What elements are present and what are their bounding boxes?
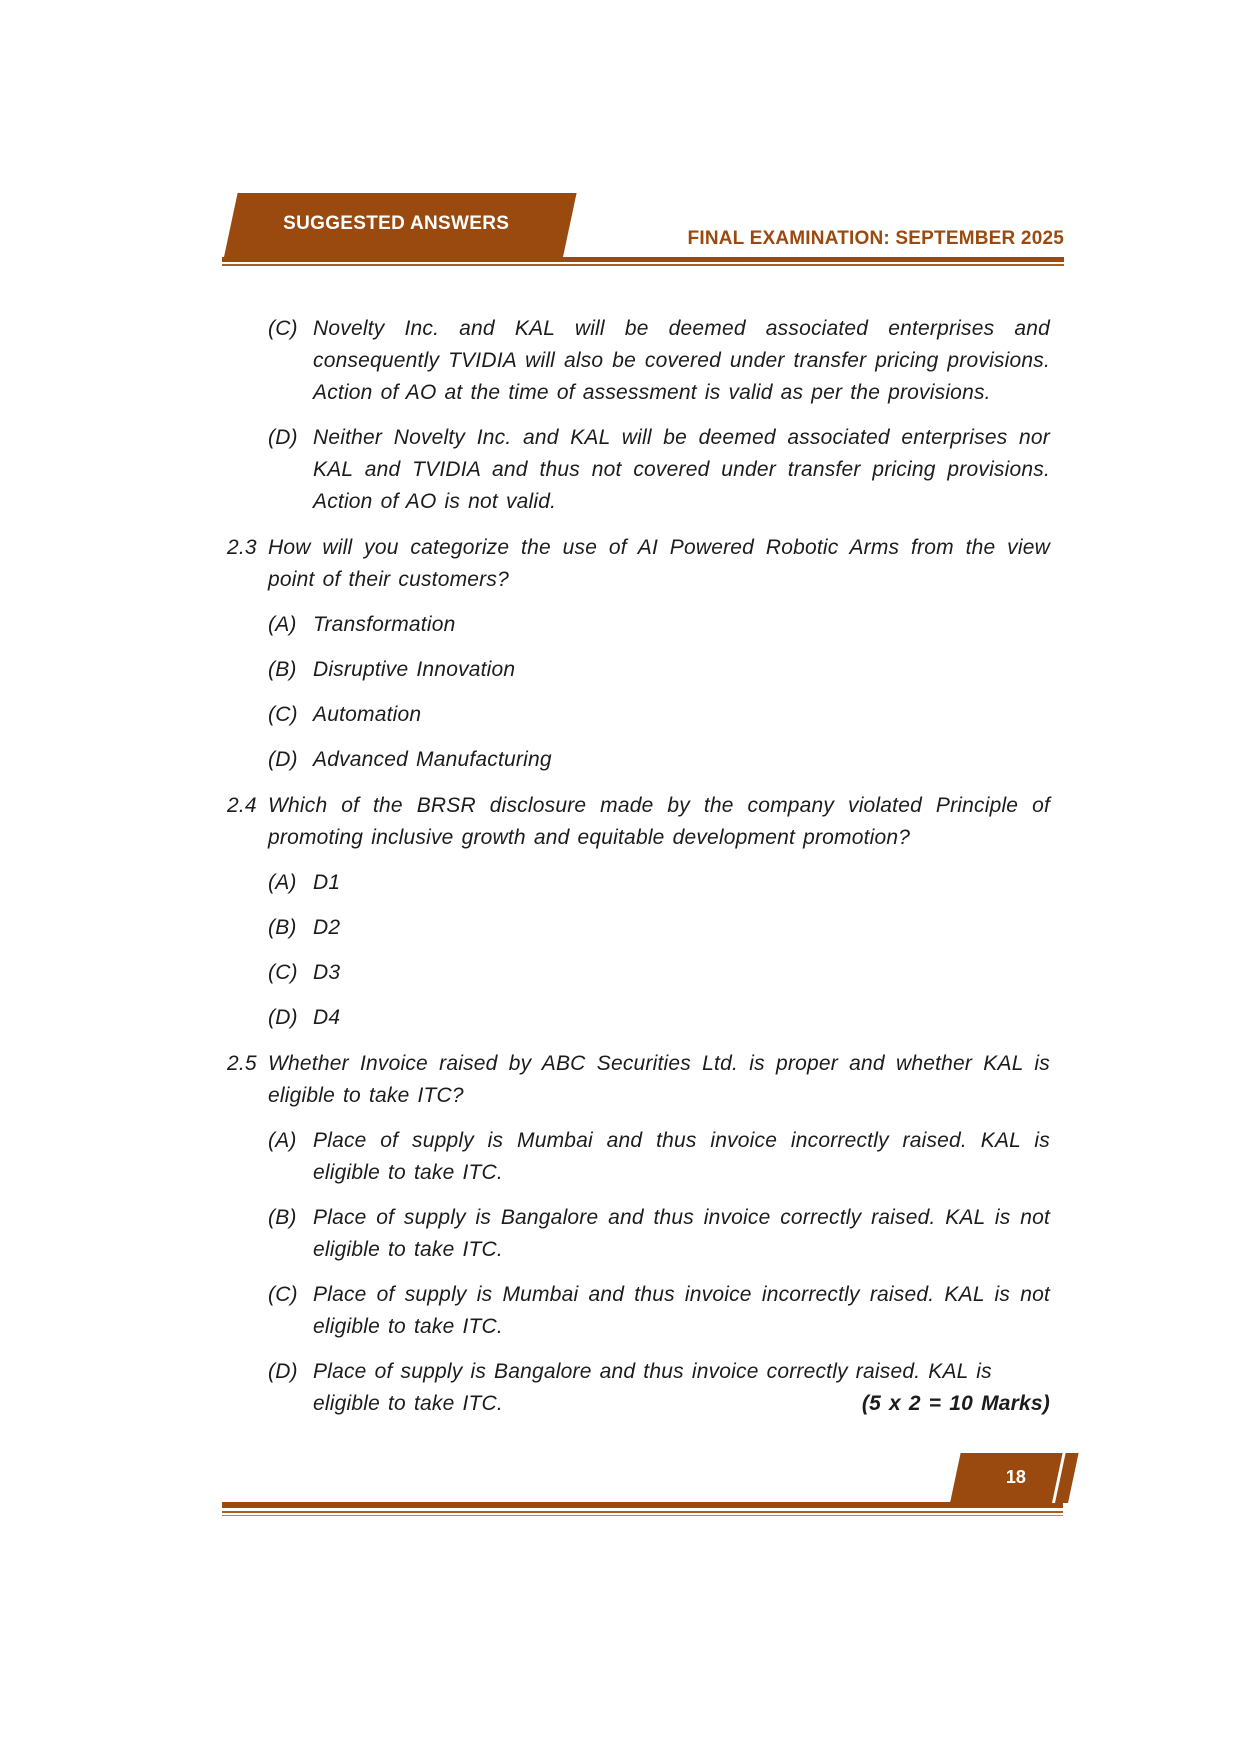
option-letter: (D): [268, 748, 298, 771]
option-letter: (D): [268, 1360, 298, 1383]
option-text: Advanced Manufacturing: [313, 748, 552, 771]
option-letter: (A): [268, 1129, 297, 1152]
option-row: [268, 609, 1050, 641]
option-letter: (B): [268, 658, 297, 681]
page-number: 18: [1005, 1467, 1026, 1487]
option-letter: (C): [268, 1283, 298, 1306]
footer-rule-thick: [222, 1502, 1063, 1508]
option-letter: (A): [268, 613, 297, 636]
marks-note: (5 x 2 = 10 Marks): [861, 1392, 1050, 1415]
option-letter: (D): [268, 1006, 298, 1029]
option-row: [268, 1125, 1050, 1189]
option-text: D1: [313, 871, 341, 894]
option-row: [268, 912, 1050, 944]
option-row: [268, 422, 1050, 518]
question-row: [227, 532, 1050, 596]
option-letter: (B): [268, 916, 297, 939]
header-rule-thin: [222, 264, 1064, 266]
option-row: [268, 1002, 1050, 1034]
question-number: 2.5: [227, 1052, 257, 1075]
question-text: Whether Invoice raised by ABC Securities Ltd. is proper and whether KAL is eligible to take ITC?: [268, 1052, 1050, 1107]
option-letter: (C): [268, 703, 298, 726]
option-text: Place of supply is Mumbai and thus invoice incorrectly raised. KAL is eligible to take ITC.: [313, 1129, 1050, 1184]
banner-title: SUGGESTED ANSWERS: [283, 213, 510, 234]
option-text: D4: [313, 1006, 341, 1029]
question-text: How will you categorize the use of AI Powered Robotic Arms from the view point of their customers?: [268, 536, 1050, 591]
question-number: 2.4: [227, 794, 257, 817]
option-text: D2: [313, 916, 341, 939]
option-text: [313, 1356, 1050, 1420]
question-row: [227, 790, 1050, 854]
option-letter: (C): [268, 961, 298, 984]
question-text: Which of the BRSR disclosure made by the company violated Principle of promoting inclusive growth and equitable development promotion?: [268, 794, 1050, 849]
option-row: [268, 1356, 1050, 1420]
question-content: [227, 300, 1050, 1420]
option-row: [268, 1279, 1050, 1343]
option-text: D3: [313, 961, 341, 984]
option-row: [268, 699, 1050, 731]
option-row: [268, 867, 1050, 899]
option-letter: (A): [268, 871, 297, 894]
header-rule-thick: [222, 257, 1064, 262]
footer-rule-thin: [222, 1511, 1063, 1513]
question-number: 2.3: [227, 536, 257, 559]
option-text: Transformation: [313, 613, 456, 636]
option-text: Neither Novelty Inc. and KAL will be deemed associated enterprises nor KAL and TVIDIA and thus not covered under transfer pricing provisions. Action of AO is not valid.: [313, 426, 1050, 513]
option-row: [268, 744, 1050, 776]
option-text: Place of supply is Bangalore and thus invoice correctly raised. KAL is not eligible to take ITC.: [313, 1206, 1050, 1261]
option-text: Novelty Inc. and KAL will be deemed associated enterprises and consequently TVIDIA will also be covered under transfer pricing provisions. Action of AO at the time of assessment is valid as per the provisions.: [313, 317, 1050, 404]
option-row: [268, 654, 1050, 686]
option-letter: (B): [268, 1206, 297, 1229]
option-text: Automation: [313, 703, 422, 726]
option-row: [268, 1202, 1050, 1266]
option-text: Place of supply is Mumbai and thus invoice incorrectly raised. KAL is not eligible to take ITC.: [313, 1283, 1050, 1338]
option-letter: (D): [268, 426, 298, 449]
option-text: Disruptive Innovation: [313, 658, 516, 681]
exam-title: FINAL EXAMINATION: SEPTEMBER 2025: [687, 228, 1064, 249]
question-row: [227, 1048, 1050, 1112]
option-text-line1: Place of supply is Bangalore and thus invoice correctly raised. KAL is: [313, 1360, 992, 1383]
option-row: [268, 313, 1050, 409]
option-row: [268, 957, 1050, 989]
option-text-line2: eligible to take ITC.: [313, 1392, 503, 1415]
option-letter: (C): [268, 317, 298, 340]
footer-rule-hairline: [222, 1515, 1063, 1516]
